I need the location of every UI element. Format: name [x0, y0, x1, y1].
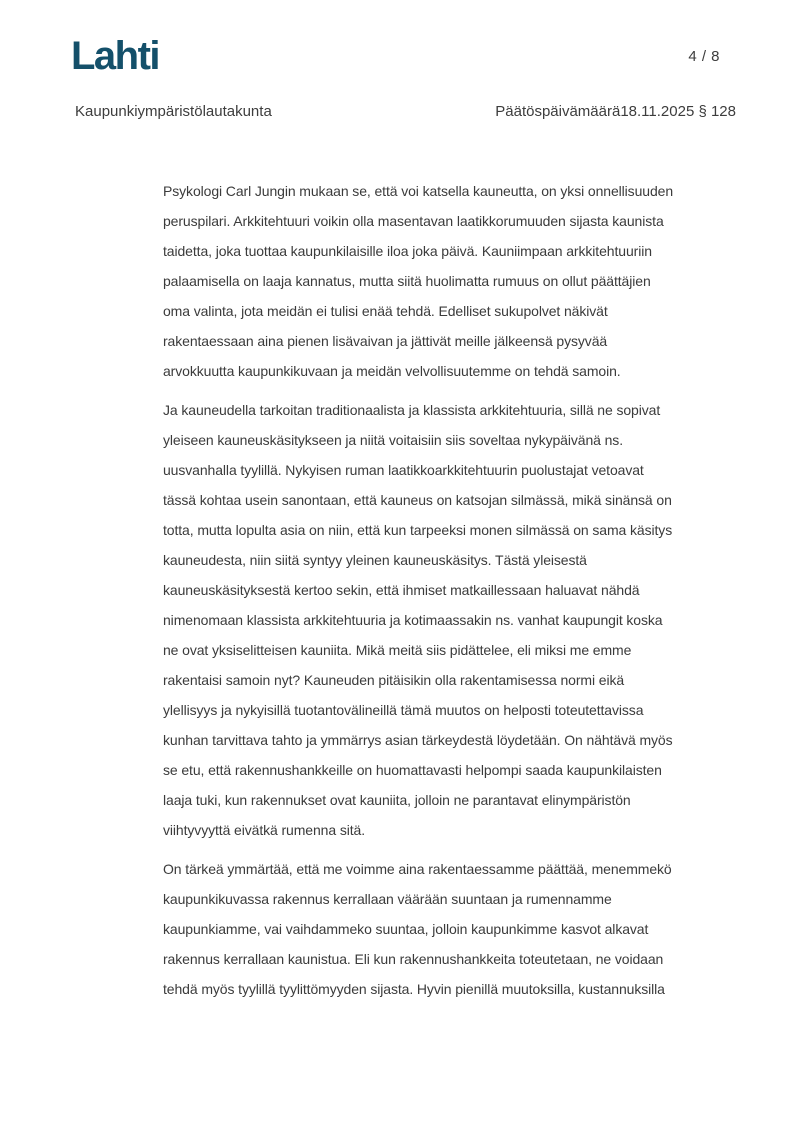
text-line: kaupunkiamme, vai vaihdammeko suuntaa, jolloin kaupunkimme kasvot alkavat	[163, 921, 649, 937]
text-line: laaja tuki, kun rakennukset ovat kauniita, jolloin ne parantavat elinympäristön	[163, 792, 631, 808]
committee-name: Kaupunkiympäristölautakunta	[75, 103, 272, 120]
paragraph	[163, 176, 743, 386]
text-line: tehdä myös tyylillä tyylittömyyden sijasta. Hyvin pienillä muutoksilla, kustannuksilla	[163, 981, 665, 997]
text-line: arvokkuutta kaupunkikuvaan ja meidän velvollisuutemme on tehdä samoin.	[163, 363, 621, 379]
text-line: rakentaisi samoin nyt? Kauneuden pitäisikin olla rakentamisessa normi eikä	[163, 672, 625, 688]
text-line: nimenomaan klassista arkkitehtuuria ja kotimaassakin ns. vanhat kaupungit koska	[163, 612, 663, 628]
text-line: totta, mutta lopulta asia on niin, että kun tarpeeksi monen silmässä on sama käsitys	[163, 522, 673, 538]
text-line: kaupunkikuvassa rakennus kerrallaan väärään suuntaan ja rumennamme	[163, 891, 612, 907]
text-line: uusvanhalla tyylillä. Nykyisen ruman laatikkoarkkitehtuurin puolustajat vetoavat	[163, 462, 644, 478]
text-line: rakennus kerrallaan kaunistua. Eli kun rakennushankkeita toteutetaan, ne voidaan	[163, 951, 664, 967]
text-line: kauneudesta, niin siitä syntyy yleinen kauneuskäsitys. Tästä yleisestä	[163, 552, 587, 568]
text-line: taidetta, joka tuottaa kaupunkilaisille iloa joka päivä. Kauniimpaan arkkitehtuuriin	[163, 243, 652, 259]
paragraph	[163, 395, 743, 845]
decision-date	[495, 103, 736, 120]
text-line: kunhan tarvittava tahto ja ymmärrys asian tärkeydestä löydetään. On nähtävä myös	[163, 732, 673, 748]
text-line: kauneuskäsityksestä kertoo sekin, että ihmiset matkaillessaan haluavat nähdä	[163, 582, 640, 598]
text-line: tässä kohtaa usein sanontaan, että kauneus on katsojan silmässä, mikä sinänsä on	[163, 492, 672, 508]
text-line: ylellisyys ja nykyisillä tuotantovälineillä tämä muutos on helposti toteutettavissa	[163, 702, 644, 718]
decision-date-label: Päätöspäivämäärä	[495, 103, 621, 120]
text-line: ne ovat yksiselitteisen kauniita. Mikä meitä siis pidättelee, eli miksi me emme	[163, 642, 632, 658]
decision-date-value: 18.11.2025 § 128	[620, 103, 736, 120]
text-line: yleiseen kauneuskäsitykseen ja niitä voitaisiin siis soveltaa nykypäivänä ns.	[163, 432, 623, 448]
text-line: Ja kauneudella tarkoitan traditionaalista ja klassista arkkitehtuuria, sillä ne sopivat	[163, 402, 661, 418]
lahti-logo: Lahti	[71, 34, 160, 78]
body-text	[163, 176, 743, 1013]
text-line: viihtyvyyttä eivätkä rumenna sitä.	[163, 822, 366, 838]
document-header	[75, 103, 736, 120]
text-line: oma valinta, jota meidän ei tulisi enää tehdä. Edelliset sukupolvet näkivät	[163, 303, 608, 319]
paragraph	[163, 854, 743, 1004]
text-line: se etu, että rakennushankkeille on huomattavasti helpompi saada kaupunkilaisten	[163, 762, 662, 778]
text-line: peruspilari. Arkkitehtuuri voikin olla masentavan laatikkorumuuden sijasta kaunista	[163, 213, 664, 229]
text-line: rakentaessaan aina pienen lisävaivan ja jättivät meille jälkeensä pysyvää	[163, 333, 608, 349]
text-line: palaamisella on laaja kannatus, mutta siitä huolimatta rumuus on ollut päättäjien	[163, 273, 651, 289]
text-line: Psykologi Carl Jungin mukaan se, että voi katsella kauneutta, on yksi onnellisuuden	[163, 183, 674, 199]
page-number: 4 / 8	[688, 48, 720, 65]
text-line: On tärkeä ymmärtää, että me voimme aina rakentaessamme päättää, menemmekö	[163, 861, 672, 877]
